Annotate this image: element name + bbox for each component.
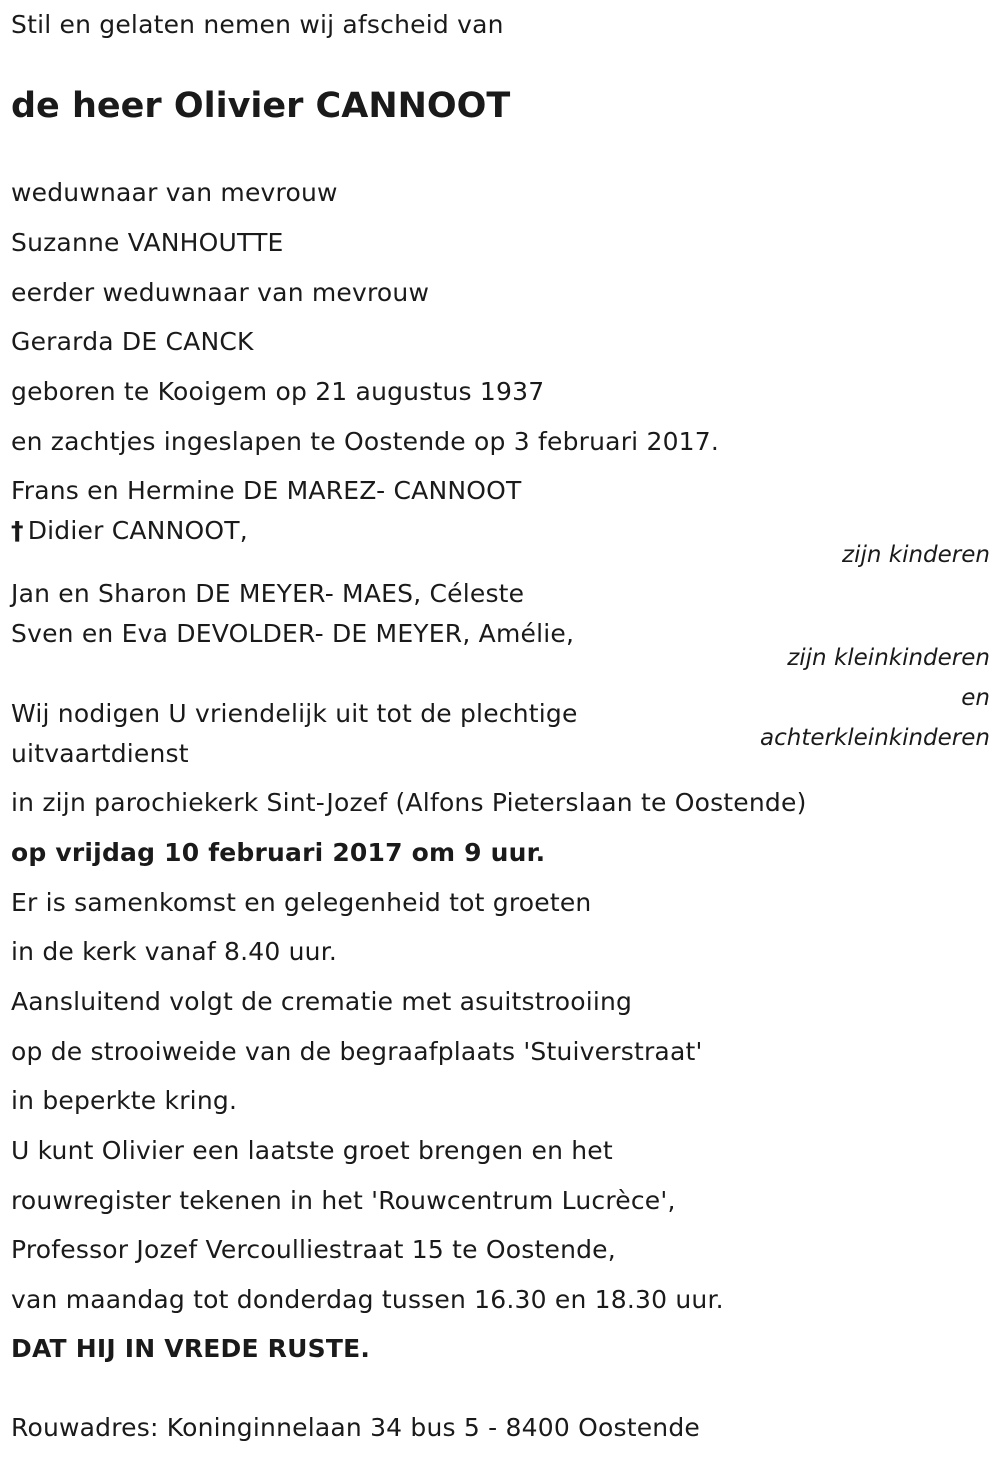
grandchildren-line: Sven en Eva DEVOLDER- DE MEYER, Amélie, <box>11 619 575 648</box>
detail-line: Gerarda DE CANCK <box>11 327 254 356</box>
invitation-line: uitvaartdienst <box>11 739 189 768</box>
intro-text: Stil en gelaten nemen wij afscheid van <box>11 10 504 39</box>
info-line: U kunt Olivier een laatste groet brengen en het <box>11 1136 613 1165</box>
info-line: op de strooiweide van de begraafplaats 'Stuiverstraat' <box>11 1037 703 1066</box>
info-line: Professor Jozef Vercoulliestraat 15 te Oostende, <box>11 1235 616 1264</box>
info-line: Aansluitend volgt de crematie met asuitstrooiing <box>11 987 633 1016</box>
detail-line: eerder weduwnaar van mevrouw <box>11 278 430 307</box>
service-date: op vrijdag 10 februari 2017 om 9 uur. <box>11 838 546 867</box>
grandchildren-label: zijn kleinkinderen <box>787 645 990 671</box>
grandchildren-line: Jan en Sharon DE MEYER- MAES, Céleste <box>11 579 525 608</box>
info-line: in beperkte kring. <box>11 1086 238 1115</box>
grandchildren-label: achterkleinkinderen <box>760 725 990 751</box>
children-label: zijn kinderen <box>842 542 990 568</box>
children-line: Frans en Hermine DE MAREZ- CANNOOT <box>11 476 522 505</box>
invitation-line: Wij nodigen U vriendelijk uit tot de plechtige <box>11 699 578 728</box>
detail-line: Suzanne VANHOUTTE <box>11 228 284 257</box>
children-line-deceased <box>11 516 248 546</box>
church-line: in zijn parochiekerk Sint-Jozef (Alfons Pieterslaan te Oostende) <box>11 788 807 817</box>
info-line: in de kerk vanaf 8.40 uur. <box>11 937 338 966</box>
grandchildren-label: en <box>961 685 990 711</box>
cross-icon: † <box>11 516 24 545</box>
detail-line: en zachtjes ingeslapen te Oostende op 3 februari 2017. <box>11 427 720 456</box>
closing-text: DAT HIJ IN VREDE RUSTE. <box>11 1334 371 1363</box>
detail-line: weduwnaar van mevrouw <box>11 178 338 207</box>
deceased-name: de heer Olivier CANNOOT <box>11 86 511 126</box>
children-name: Didier CANNOOT, <box>27 516 248 545</box>
info-line: van maandag tot donderdag tussen 16.30 en 18.30 uur. <box>11 1285 724 1314</box>
info-line: Er is samenkomst en gelegenheid tot groeten <box>11 888 592 917</box>
detail-line: geboren te Kooigem op 21 augustus 1937 <box>11 377 545 406</box>
mourning-address: Rouwadres: Koninginnelaan 34 bus 5 - 8400 Oostende <box>11 1413 700 1442</box>
info-line: rouwregister tekenen in het 'Rouwcentrum Lucrèce', <box>11 1186 676 1215</box>
